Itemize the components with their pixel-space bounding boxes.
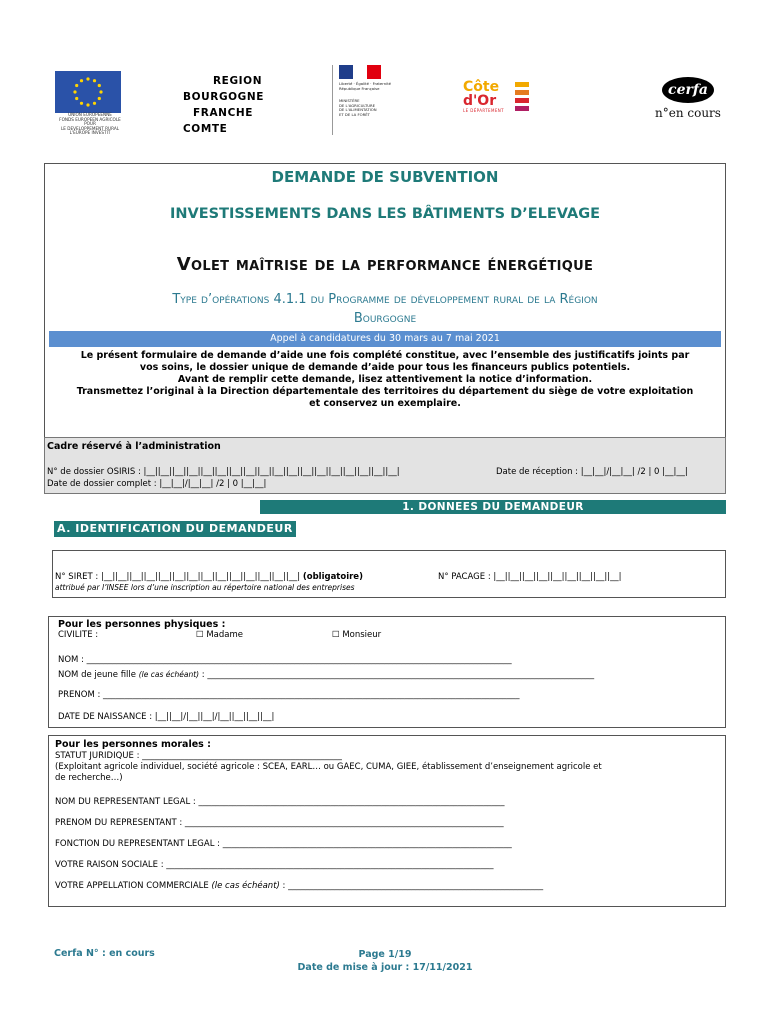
- intro-line: Transmettez l’original à la Direction départementale des territoires du département du siège de votre exploitation: [76, 386, 694, 397]
- eu-caption-line: LE DEVELOPPEMENT RURAL: [60, 125, 120, 131]
- region-logo-line: FRANCHE: [193, 107, 254, 119]
- appellation-commerciale-field[interactable]: [55, 881, 543, 891]
- eu-stars-icon: [55, 71, 121, 113]
- dossier-complet-date-field[interactable]: Date de dossier complet : |__|__|/|__|__| /2 | 0 |__|__|: [47, 479, 267, 489]
- update-date: Date de mise à jour : 17/11/2021: [297, 962, 473, 973]
- cerfa-logo: cerfa: [662, 77, 714, 103]
- footer-cerfa: Cerfa N° : en cours: [54, 948, 155, 959]
- intro-line: et conservez un exemplaire.: [309, 398, 461, 409]
- siret-field[interactable]: N° SIRET : |__||__||__||__||__||__||__||__||__||__||__||__||__||__|: [55, 572, 303, 582]
- section-1-banner: 1. DONNEES DU DEMANDEUR: [260, 500, 726, 514]
- section-a-banner: A. IDENTIFICATION DU DEMANDEUR: [54, 521, 296, 537]
- eu-caption-line: L'EUROPE INVESTIT: [69, 130, 111, 136]
- nom-jeune-fille-label: NOM de jeune fille: [58, 670, 139, 680]
- nom-jeune-fille-line: : ___________________________________________________________________________________________: [199, 670, 595, 680]
- intro-line: Le présent formulaire de demande d’aide une fois complété constitue, avec l’ensemble des justificatifs joints par: [80, 350, 690, 361]
- form-title: DEMANDE DE SUBVENTION: [271, 168, 499, 186]
- republique-francaise-logo: [332, 65, 397, 135]
- pacage-field[interactable]: N° PACAGE : |__||__||__||__||__||__||__||__||__|: [438, 572, 622, 582]
- form-subtitle: INVESTISSEMENTS DANS LES BÂTIMENTS D’ELEVAGE: [169, 206, 601, 222]
- siret-box: [52, 550, 726, 598]
- cote-dor-word: Côte: [463, 79, 500, 95]
- appellation-label: VOTRE APPELLATION COMMERCIALE: [55, 881, 212, 891]
- siret-note: attribué par l’INSEE lors d’une inscription au répertoire national des entreprises: [55, 583, 355, 592]
- region-logo-line: BOURGOGNE: [183, 91, 265, 103]
- region-logo-line: REGION: [213, 75, 263, 87]
- eu-caption-line: FONDS EUROPEEN AGRICOLE POUR: [59, 116, 121, 127]
- republic-name: République Française: [339, 85, 380, 91]
- physiques-title: Pour les personnes physiques :: [58, 619, 226, 630]
- nom-jeune-fille-field[interactable]: [58, 670, 594, 680]
- republic-motto: Liberté · Égalité · Fraternité: [339, 81, 392, 86]
- representant-nom-field[interactable]: NOM DU REPRESENTANT LEGAL : ________________________________________________________________________: [55, 797, 505, 807]
- region-logo: [183, 73, 264, 137]
- region-logo-line: COMTE: [183, 123, 228, 135]
- personnes-morales-box: [48, 735, 726, 907]
- french-flag-icon: [339, 65, 381, 79]
- intro-line: vos soins, le dossier unique de demande d’aide pour tous les financeurs publics potentiels.: [139, 362, 631, 373]
- personnes-physiques-box: [48, 616, 726, 728]
- monsieur-checkbox[interactable]: ☐ Monsieur: [332, 630, 382, 640]
- nom-jeune-fille-note: (le cas échéant): [138, 670, 200, 679]
- eu-caption: [54, 113, 126, 136]
- eu-caption-line: UNION EUROPEENNE: [68, 112, 112, 117]
- form-volet-title: Volet maîtrise de la performance énergétique: [176, 254, 594, 275]
- admin-reserved-box: [44, 437, 726, 494]
- cote-dor-word: d'Or: [463, 93, 497, 109]
- reception-date-field[interactable]: Date de réception : |__|__|/|__|__| /2 | 0 |__|__|: [496, 467, 688, 477]
- cote-dor-stripes-icon: [515, 82, 529, 118]
- type-operations: [44, 290, 726, 328]
- siret-mandatory-note: (obligatoire): [302, 572, 363, 582]
- ministry-line: DE L'ALIMENTATION: [339, 107, 377, 113]
- statut-note-line: (Exploitant agricole individuel, société agricole : SCEA, EARL… ou GAEC, CUMA, GIEE, établissement d’enseignement agricole et: [55, 762, 602, 772]
- cerfa-number: n°en cours: [655, 106, 721, 120]
- intro-line: Avant de remplir cette demande, lisez attentivement la notice d’information.: [177, 374, 593, 385]
- madame-checkbox[interactable]: ☐ Madame: [196, 630, 243, 640]
- page-number: Page 1/19: [358, 949, 412, 960]
- nom-field[interactable]: NOM : ____________________________________________________________________________________________________: [58, 655, 512, 665]
- intro-text: [46, 350, 724, 410]
- representant-prenom-field[interactable]: PRENOM DU REPRESENTANT : ___________________________________________________________________________: [55, 818, 504, 828]
- eu-flag-logo: [55, 71, 121, 113]
- ministry-line: DE L'AGRICULTURE: [339, 102, 376, 108]
- prenom-field[interactable]: PRENOM : __________________________________________________________________________________________________: [58, 690, 520, 700]
- morales-title: Pour les personnes morales :: [55, 739, 211, 750]
- ministry-line: ET DE LA FORÊT: [339, 111, 370, 117]
- type-operations-line: Bourgogne: [353, 311, 417, 326]
- statut-note-line: de recherche…): [55, 773, 123, 783]
- civilite-label: CIVILITE :: [58, 630, 99, 640]
- ministry-line: MINISTÈRE: [339, 98, 360, 104]
- appel-banner: Appel à candidatures du 30 mars au 7 mai 2021: [49, 331, 721, 347]
- statut-juridique-field[interactable]: STATUT JURIDIQUE : _______________________________________________: [55, 751, 342, 761]
- footer-page-info: [270, 948, 500, 974]
- cote-dor-logo: [463, 80, 504, 113]
- type-operations-line: Type d’opérations 4.1.1 du Programme de développement rural de la Région: [172, 292, 598, 307]
- appellation-note: (le cas échéant): [211, 881, 280, 891]
- cote-dor-tagline: LE DÉPARTEMENT: [463, 108, 505, 113]
- osiris-number-field[interactable]: N° de dossier OSIRIS : |__||__||__||__||__||__||__||__||__||__||__||__||__||__||__||__||__||__|: [47, 467, 400, 477]
- representant-fonction-field[interactable]: FONCTION DU REPRESENTANT LEGAL : ____________________________________________________________________: [55, 839, 512, 849]
- admin-title: Cadre réservé à l’administration: [47, 441, 221, 452]
- siret-line: [55, 572, 363, 582]
- date-naissance-field[interactable]: DATE DE NAISSANCE : |__||__|/|__||__|/|__||__||__||__|: [58, 712, 275, 722]
- raison-sociale-field[interactable]: VOTRE RAISON SOCIALE : _____________________________________________________________________________: [55, 860, 494, 870]
- appellation-line: : ____________________________________________________________: [279, 881, 544, 891]
